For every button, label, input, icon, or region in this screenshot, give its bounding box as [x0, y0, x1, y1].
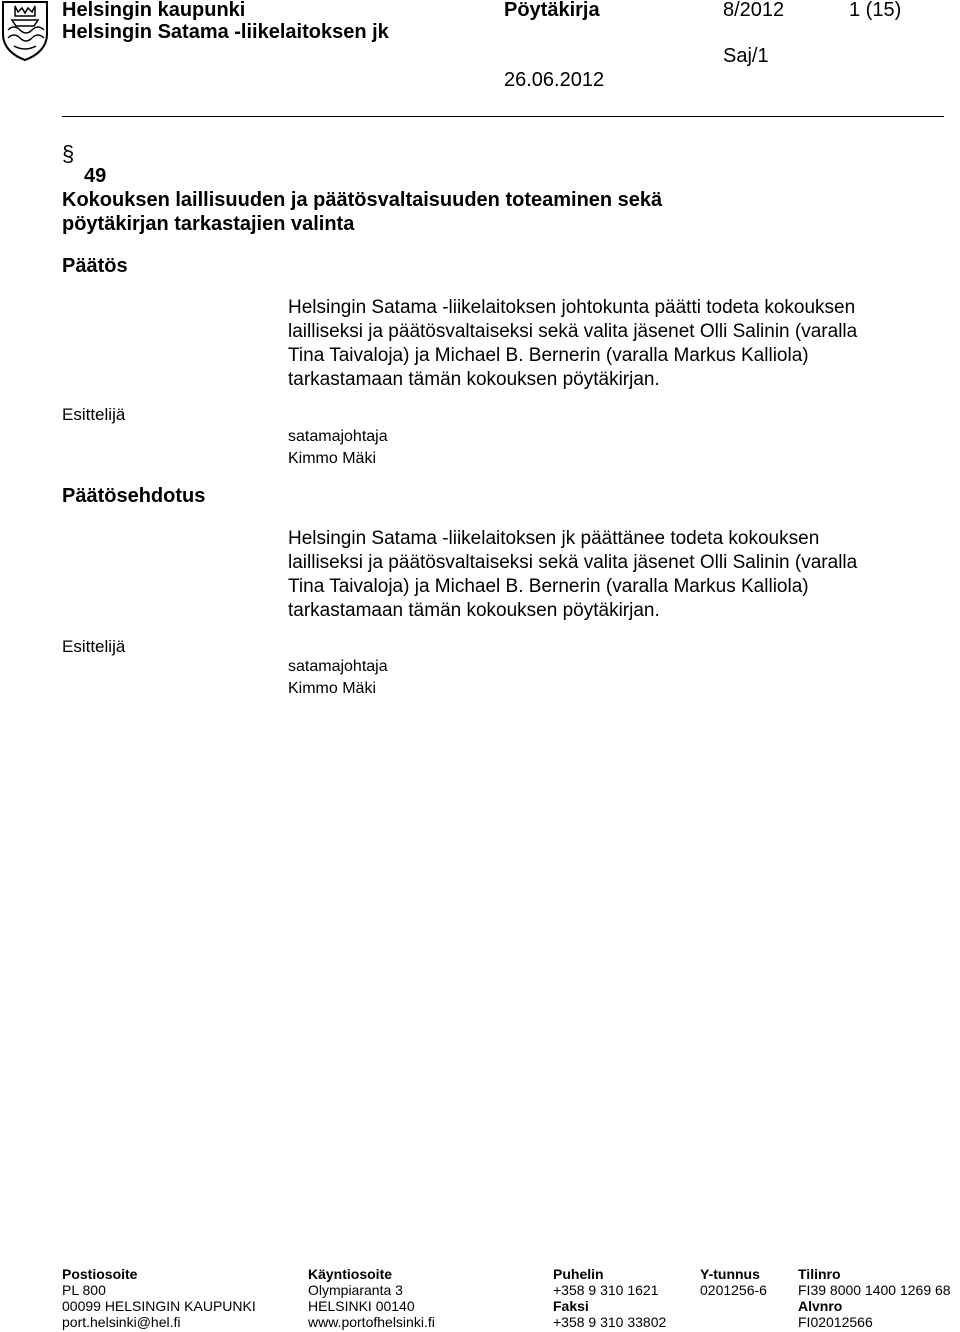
header-doc-type: Pöytäkirja	[504, 0, 600, 21]
footer-text: PL 800	[62, 1282, 106, 1298]
presenter-title: satamajohtaja	[288, 658, 388, 675]
footer-text: 00099 HELSINGIN KAUPUNKI	[62, 1298, 256, 1314]
decision-presenter-label: Esittelijä	[62, 405, 126, 424]
footer-text: HELSINKI 00140	[308, 1298, 415, 1314]
footer-visit	[308, 1266, 435, 1330]
footer-heading: Tilinro	[798, 1266, 841, 1282]
presenter-name: Kimmo Mäki	[288, 450, 377, 467]
footer-phone	[553, 1266, 666, 1330]
footer-text: +358 9 310 1621	[553, 1282, 659, 1298]
proposal-line: Tina Taivaloja) ja Michael B. Bernerin (varalla Markus Kalliola)	[288, 576, 809, 597]
proposal-line: lailliseksi ja päätösvaltaiseksi sekä valita jäsenet Olli Salinin (varalla	[288, 552, 858, 573]
proposal-presenter-label: Esittelijä	[62, 637, 126, 656]
section-symbol: §	[62, 141, 75, 166]
footer-ytunnus	[700, 1266, 767, 1298]
footer-heading: Alvnro	[798, 1298, 843, 1314]
footer-text: Olympiaranta 3	[308, 1282, 403, 1298]
header-page: 1 (15)	[849, 0, 902, 21]
footer-postal	[62, 1266, 256, 1330]
decision-line: lailliseksi ja päätösvaltaiseksi sekä valita jäsenet Olli Salinin (varalla	[288, 321, 858, 342]
footer-heading: Postiosoite	[62, 1266, 138, 1282]
decision-line: Helsingin Satama -liikelaitoksen johtokunta päätti todeta kokouksen	[288, 297, 856, 318]
decision-text	[288, 296, 928, 392]
decision-heading: Päätös	[62, 255, 128, 277]
decision-line: tarkastamaan tämän kokouksen pöytäkirjan.	[288, 369, 660, 390]
footer-email-link[interactable]: port.helsinki@hel.fi	[62, 1314, 181, 1330]
footer-heading: Käyntiosoite	[308, 1266, 393, 1282]
proposal-presenter	[288, 656, 388, 700]
item-title-line2: pöytäkirjan tarkastajien valinta	[62, 213, 355, 235]
proposal-line: tarkastamaan tämän kokouksen pöytäkirjan.	[288, 600, 660, 621]
footer-heading: Y-tunnus	[700, 1266, 760, 1282]
proposal-line: Helsingin Satama -liikelaitoksen jk päättänee todeta kokouksen	[288, 528, 820, 549]
proposal-heading: Päätösehdotus	[62, 485, 206, 507]
footer-web-link[interactable]: www.portofhelsinki.fi	[308, 1314, 435, 1330]
header-date: 26.06.2012	[504, 69, 605, 91]
footer-text: FI02012566	[798, 1314, 873, 1330]
header-unit: Helsingin Satama -liikelaitoksen jk	[62, 21, 389, 43]
decision-presenter	[288, 426, 388, 470]
header-number: 8/2012	[723, 0, 785, 21]
presenter-name: Kimmo Mäki	[288, 680, 377, 697]
header-org: Helsingin kaupunki	[62, 0, 246, 21]
footer-heading: Faksi	[553, 1298, 589, 1314]
header-divider	[62, 116, 944, 117]
footer-account	[798, 1266, 951, 1330]
helsinki-crest-icon	[0, 0, 50, 62]
proposal-text	[288, 527, 928, 623]
decision-line: Tina Taivaloja) ja Michael B. Bernerin (varalla Markus Kalliola)	[288, 345, 809, 366]
presenter-title: satamajohtaja	[288, 428, 388, 445]
footer-text: +358 9 310 33802	[553, 1314, 667, 1330]
footer-heading: Puhelin	[553, 1266, 604, 1282]
item-number: 49	[84, 165, 107, 187]
item-title-line1: Kokouksen laillisuuden ja päätösvaltaisuuden toteaminen sekä	[62, 189, 663, 211]
header-ref: Saj/1	[723, 45, 769, 67]
footer-text: 0201256-6	[700, 1282, 767, 1298]
footer-text: FI39 8000 1400 1269 68	[798, 1282, 951, 1298]
